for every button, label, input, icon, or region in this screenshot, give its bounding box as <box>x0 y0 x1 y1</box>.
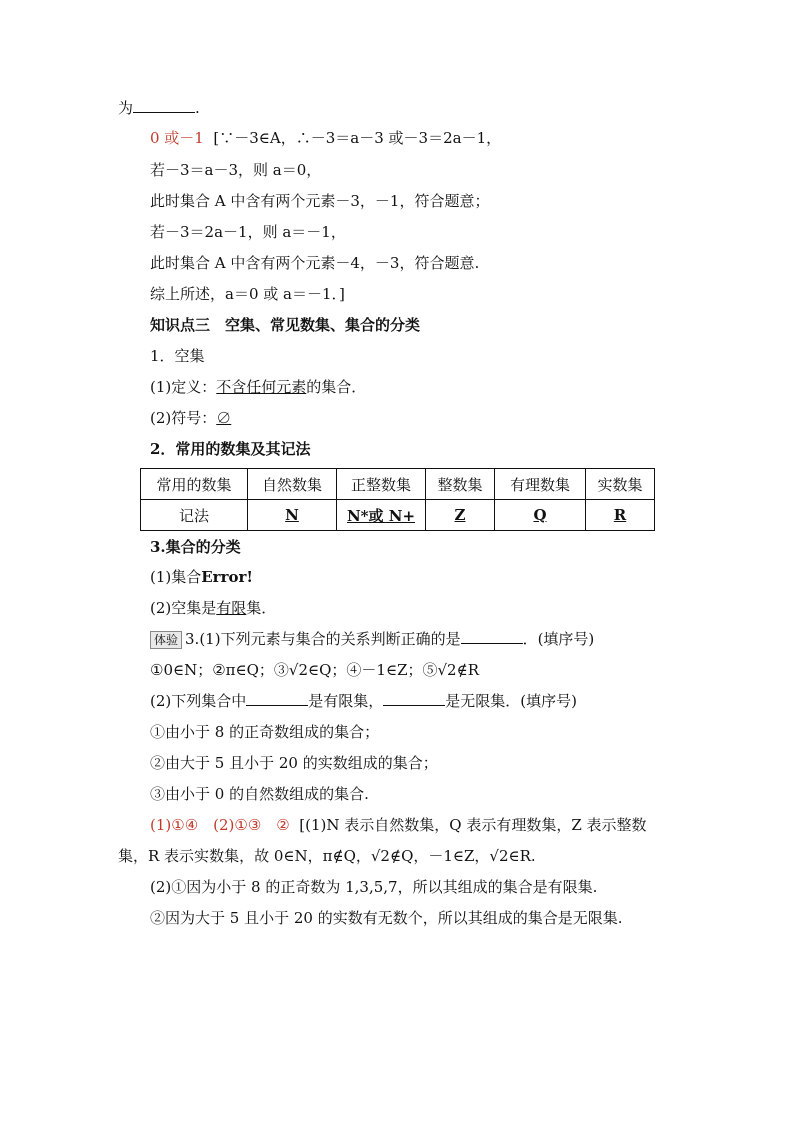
answer-text: (1)①④ (2)①③ ② <box>150 816 290 834</box>
line-10 <box>150 377 366 397</box>
line-5: 若－3＝2a－1，则 a＝－1， <box>150 223 346 241</box>
underlined-answer: 不含任何元素 <box>216 378 307 396</box>
line-2 <box>150 128 501 148</box>
underlined-answer: 有限 <box>216 599 247 617</box>
line-9: 1．空集 <box>150 347 205 365</box>
table-cell: R <box>586 500 655 531</box>
text: (2)下列集合中 <box>150 692 247 710</box>
line-23: 集，R 表示实数集，故 0∈N，π∉Q，√2∉Q，－1∈Z，√2∈R. <box>118 847 536 865</box>
underlined-answer: ∅ <box>216 409 232 427</box>
table-cell: Z <box>426 500 495 531</box>
answer-blank <box>246 691 308 706</box>
line-24: (2)①因为小于 8 的正奇数为 1,3,5,7，所以其组成的集合是有限集. <box>150 878 598 896</box>
table-cell: 整数集 <box>426 469 495 500</box>
error-text: Error! <box>201 568 253 586</box>
line-3: 若－3＝a－3，则 a＝0， <box>150 161 322 179</box>
text: 3.(1)下列元素与集合的关系判断正确的是 <box>185 630 461 648</box>
table-cell: N*或 N+ <box>337 500 426 531</box>
text: (1)集合 <box>150 568 202 586</box>
answer-text: 0 或－1 <box>150 129 204 147</box>
line-7: 综上所述，a＝0 或 a＝－1．] <box>150 285 345 303</box>
text: [(1)N 表示自然数集，Q 表示有理数集，Z 表示整数 <box>299 816 647 834</box>
line-22 <box>150 815 647 835</box>
table-cell: 自然数集 <box>248 469 337 500</box>
text: . <box>195 99 200 117</box>
line-4: 此时集合 A 中含有两个元素－3，－1，符合题意； <box>150 192 490 210</box>
table-cell: N <box>248 500 337 531</box>
text: 是无限集．(填序号) <box>445 692 577 710</box>
line-14 <box>150 567 253 587</box>
line-1 <box>118 98 200 118</box>
table-row <box>141 500 655 531</box>
line-17: ①0∈N；②π∈Q；③√2∈Q；④－1∈Z；⑤√2∉R <box>150 661 479 679</box>
section-heading: 知识点三 空集、常见数集、集合的分类 <box>150 316 421 334</box>
table-row <box>141 469 655 500</box>
table-cell: 实数集 <box>586 469 655 500</box>
table-cell: 记法 <box>141 500 248 531</box>
text: 集． <box>246 599 277 617</box>
line-20: ②由大于 5 且小于 20 的实数组成的集合； <box>150 754 438 772</box>
text: (2)空集是 <box>150 599 217 617</box>
text: ．(填序号) <box>522 630 595 648</box>
line-16 <box>150 629 594 649</box>
text: [∵－3∈A，∴－3＝a－3 或－3＝2a－1， <box>213 129 502 147</box>
table-cell: Q <box>495 500 586 531</box>
line-15 <box>150 598 276 618</box>
line-21: ③由小于 0 的自然数组成的集合. <box>150 785 369 803</box>
text: 为 <box>118 99 134 117</box>
line-11 <box>150 408 231 428</box>
text: 是有限集， <box>308 692 384 710</box>
table-cell: 有理数集 <box>495 469 586 500</box>
answer-blank <box>461 629 523 644</box>
number-set-table <box>140 468 655 531</box>
line-25: ②因为大于 5 且小于 20 的实数有无数个，所以其组成的集合是无限集. <box>150 909 623 927</box>
table-cell: 常用的数集 <box>141 469 248 500</box>
table-cell: 正整数集 <box>337 469 426 500</box>
line-18 <box>150 691 577 711</box>
line-13: 3.集合的分类 <box>150 538 241 556</box>
text: (2)符号： <box>150 409 217 427</box>
answer-blank <box>383 691 445 706</box>
text: (1)定义： <box>150 378 217 396</box>
answer-blank <box>133 98 195 113</box>
text: 的集合． <box>306 378 367 396</box>
experience-tag: 体验 <box>150 631 182 649</box>
line-6: 此时集合 A 中含有两个元素－4，－3，符合题意. <box>150 254 480 272</box>
line-12: 2．常用的数集及其记法 <box>150 440 311 458</box>
line-19: ①由小于 8 的正奇数组成的集合； <box>150 723 380 741</box>
